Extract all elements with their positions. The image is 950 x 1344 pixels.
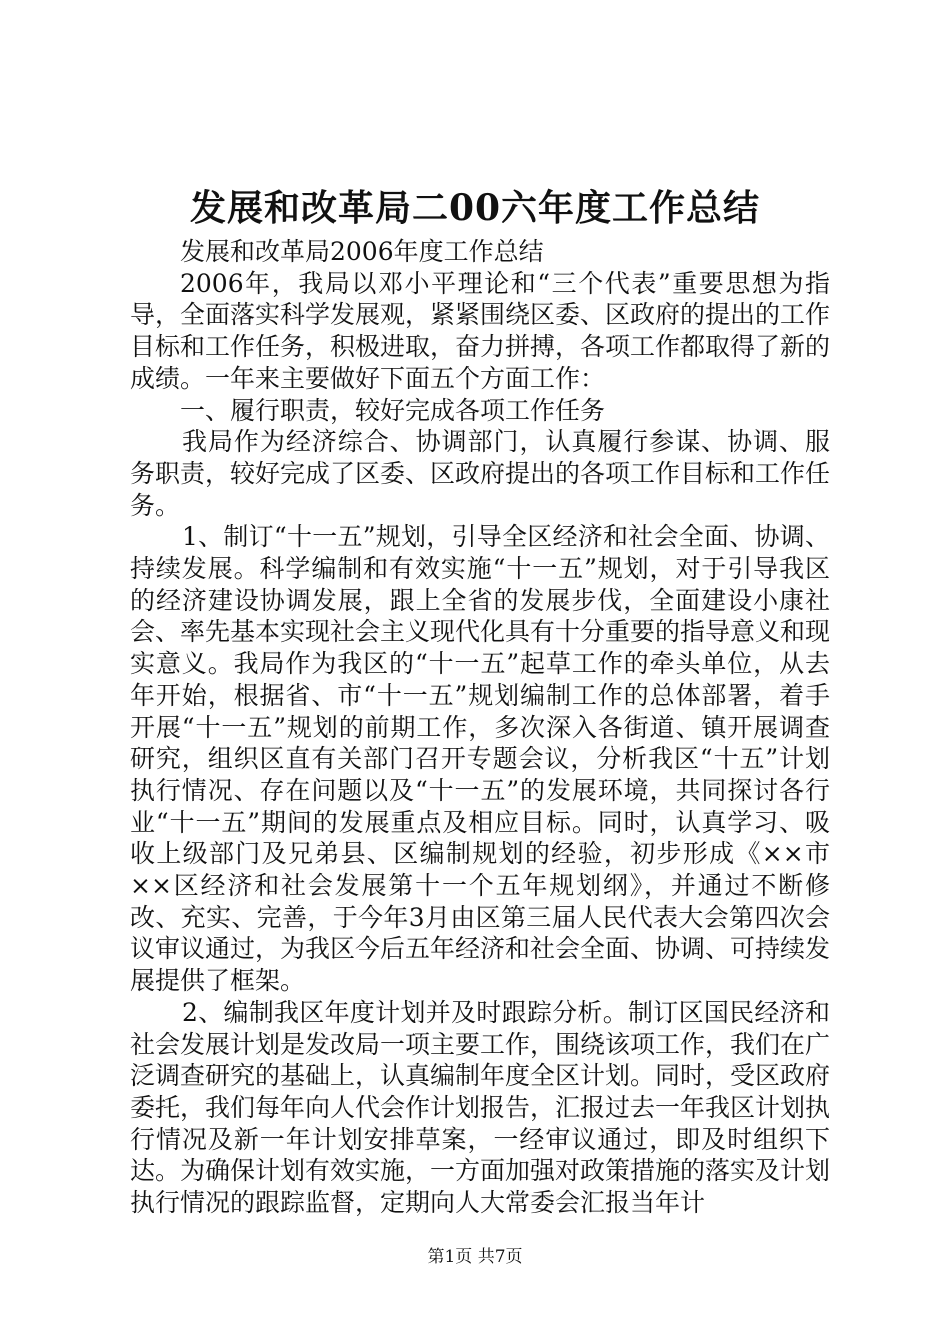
document-body xyxy=(130,236,830,1219)
page-number-footer: 第1页 共7页 xyxy=(427,1247,523,1267)
body-paragraph: 我局作为经济综合、协调部门，认真履行参谋、协调、服务职责，较好完成了区委、区政府提出的各项工作目标和工作任务。 xyxy=(130,427,831,520)
intro-paragraph: 2006年，我局以邓小平理论和“三个代表”重要思想为指导，全面落实科学发展观，紧紧围绕区委、区政府的提出的工作目标和工作任务，积极进取，奋力拼搏，各项工作都取得了新的成绩。一年来主要做好下面五个方面工作： xyxy=(130,268,831,393)
document-title: 发展和改革局二00六年度工作总结 xyxy=(189,187,761,229)
section-heading: 一、履行职责，较好完成各项工作任务 xyxy=(180,395,606,425)
body-paragraph: 1、制订“十一五”规划，引导全区经济和社会全面、协调、持续发展。科学编制和有效实施“十一五”规划，对于引导我区的经济建设协调发展，跟上全省的发展步伐，全面建设小康社会、率先基本实现社会主义现代化具有十分重要的指导意义和现实意义。我局作为我区的“十一五”起草工作的牵头单位，从去年开始，根据省、市“十一五”规划编制工作的总体部署，着手开展“十一五”规划的前期工作，多次深入各街道、镇开展调查研究，组织区直有关部门召开专题会议，分析我区“十五”计划执行情况、存在问题以及“十一五”的发展环境，共同探讨各行业“十一五”期间的发展重点及相应目标。同时，认真学习、吸收上级部门及兄弟县、区编制规划的经验，初步形成《××市××区经济和社会发展第十一个五年规划纲》，并通过不断修改、充实、完善，于今年3月由区第三届人民代表大会第四次会议审议通过，为我区今后五年经济和社会全面、协调、可持续发展提供了框架。 xyxy=(130,522,831,996)
body-paragraph: 2、编制我区年度计划并及时跟踪分析。制订区国民经济和社会发展计划是发改局一项主要工作，围绕该项工作，我们在广泛调查研究的基础上，认真编制年度全区计划。同时，受区政府委托，我们每年向人代会作计划报告，汇报过去一年我区计划执行情况及新一年计划安排草案，一经审议通过，即及时组织下达。为确保计划有效实施，一方面加强对政策措施的落实及计划执行情况的跟踪监督，定期向人大常委会汇报当年计 xyxy=(130,997,831,1218)
subtitle-paragraph: 发展和改革局2006年度工作总结 xyxy=(180,237,544,266)
